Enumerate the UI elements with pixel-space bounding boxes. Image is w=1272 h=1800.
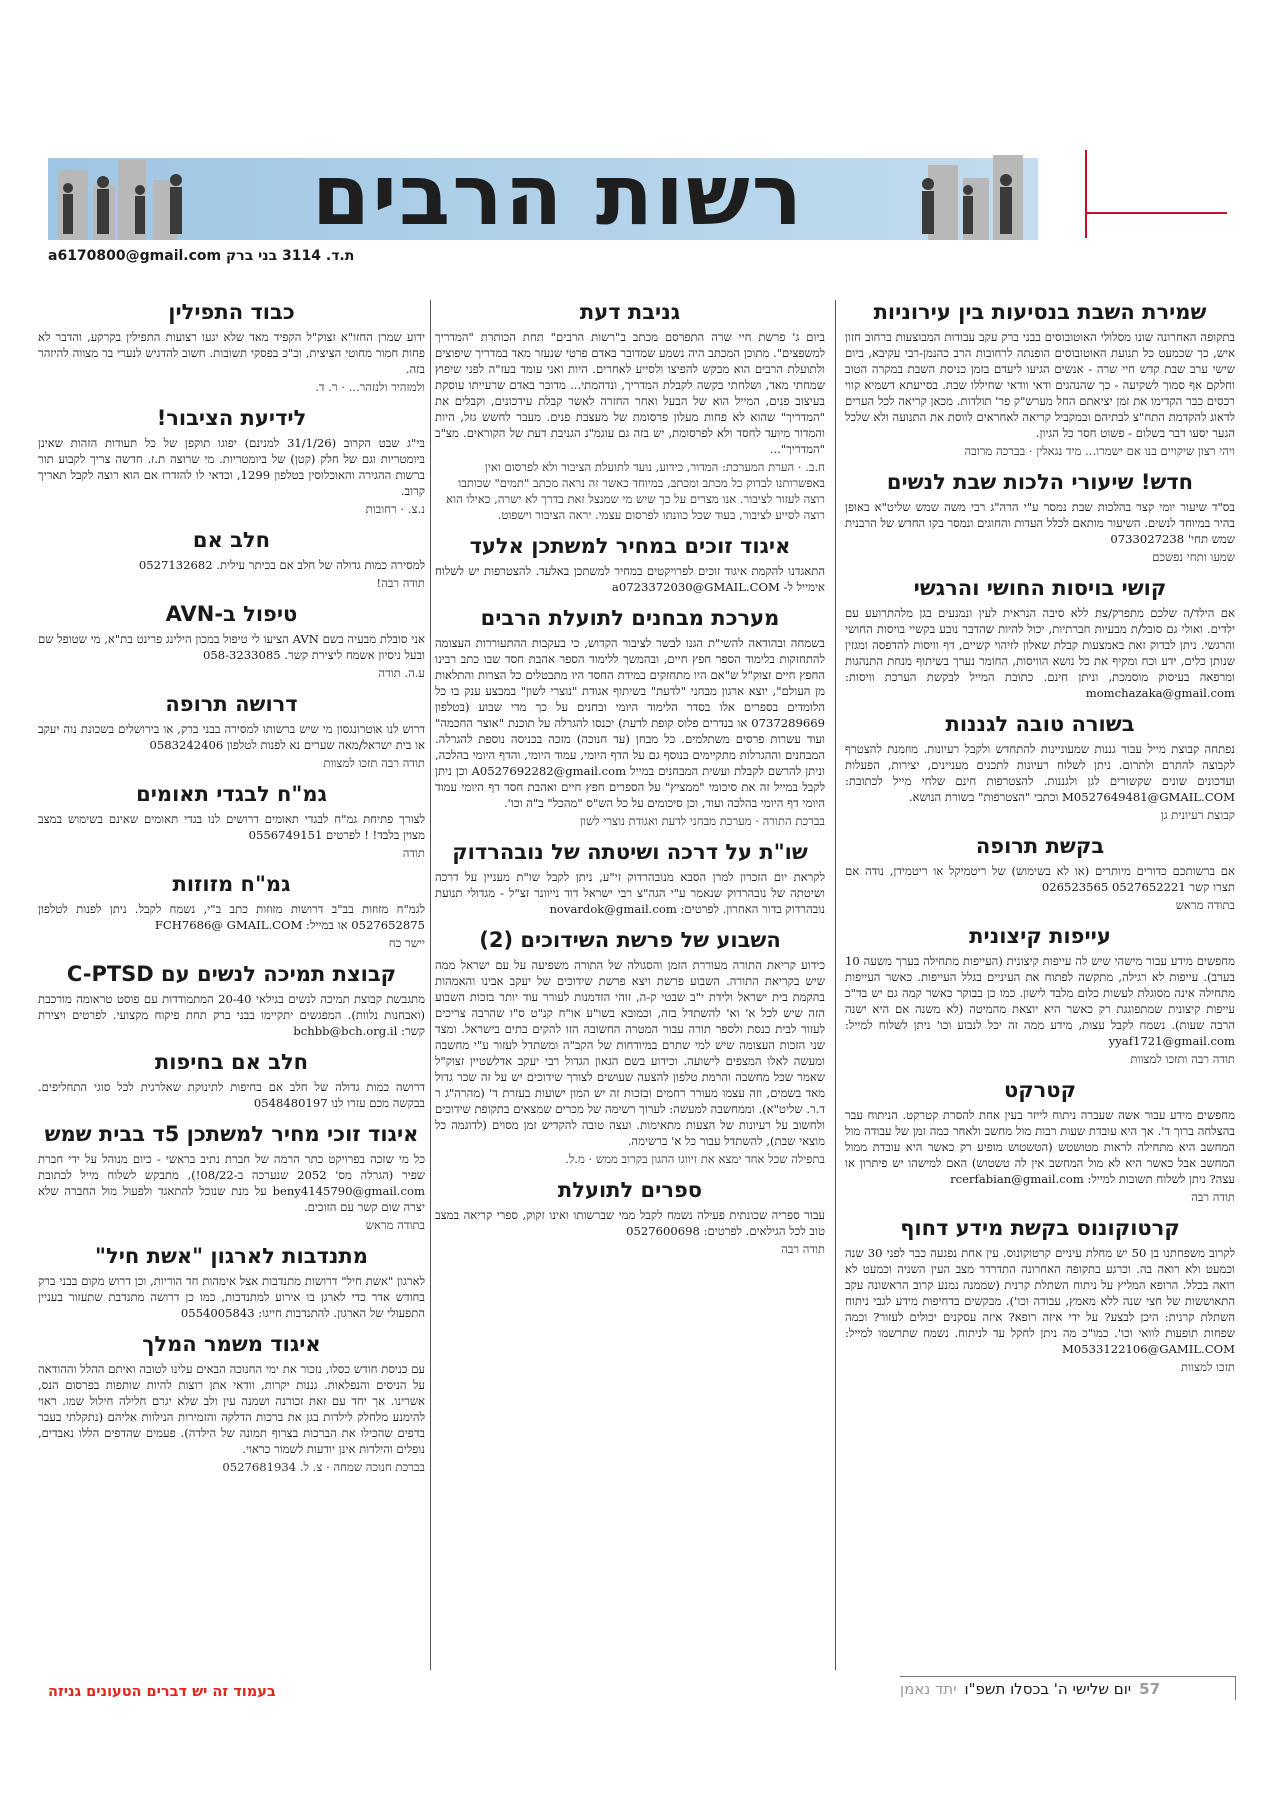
notice-title: בשורה טובה לגננות bbox=[945, 712, 1135, 736]
newspaper-brand: יתד נאמן bbox=[900, 1679, 957, 1698]
notice-body: לגמ"ח מזוזות בב"ב דרושות מזוזות כתב ב"י, נשמח לקבל. ניתן לפנות לטלפון 0527652875 או במייל: FCH7686@ GMAIL.COM bbox=[38, 902, 425, 932]
notice-title: עייפות קיצונית bbox=[969, 924, 1111, 948]
notice-item bbox=[435, 300, 825, 523]
notice-title: בקשת תרופה bbox=[975, 834, 1105, 858]
masthead-red-rule bbox=[1085, 150, 1087, 238]
notice-signature: בברכת התורה · מערכת מבחני לדעת ואגודת נוצרי לשון bbox=[580, 814, 825, 828]
contact-line: a6170800@gmail.com ת.ד. 3114 בני ברק bbox=[48, 248, 355, 264]
notice-body: עם כניסת חודש כסלו, נזכור את ימי החנוכה הבאים עלינו לטובה ואיתם ההלל וההודאה על הניסים והנפלאות. גננות יקרות, וודאי אתן רוצות להיות שותפות בפרסום הנס, אשרינו. אך יחד עם זאת זכורנה ושמנה עין ולב שלא יגרם חלילה חילול שמו. ראוי להימנע מלחלק לילדות בגן את ברכות הדלקה והזמירות הנילוות אליהם (נתקלתי בעבר בדפים שהכילו את הברכות בצרוף תמונה של הילדה). פעמים שהדפים הללו נאבדים, נופלים והילדות אינן יודעות לשמור כראוי. bbox=[38, 1362, 425, 1456]
notice-title: איגוד זוכי מחיר למשתכן 5ד בבית שמש bbox=[44, 1122, 419, 1146]
notice-signature: ולמזהיר ולנזהר... · ר. ד. bbox=[315, 380, 425, 394]
notice-title: לידיעת הציבור! bbox=[156, 406, 307, 430]
column-right bbox=[845, 300, 1235, 1700]
notice-body: לארגון "אשת חיל" דרושות מתנדבות אצל אימהות חד הוריות, וכן דרוש מקום בבני ברק בחודש אדר כדי לארגן בו אירוע למתנדבות, כמו כן דרושה מתנדבת שתעזור בעניין התפעולי של הארגון. להתנדבות חייגו: 0554005843 bbox=[38, 1274, 425, 1320]
notice-item bbox=[38, 692, 425, 771]
notice-title: ספרים לתועלת bbox=[557, 1178, 703, 1202]
notice-item bbox=[38, 602, 425, 681]
notice-item bbox=[845, 712, 1235, 823]
notice-item bbox=[435, 1178, 825, 1257]
notice-title: קבוצת תמיכה לנשים עם C-PTSD bbox=[66, 962, 397, 986]
notice-signature: ח.ב. · הערת המערכת: המדור, כידוע, נועד לתועלת הציבור ולא לפרסום ואין באפשרותנו לבדוק כל מכתב ומכתב, במיוחד כאשר זה נראה מכתב "תמים" שכותבו רוצה לעזור לציבור. אנו מצרים על כך שיש מי שמנצל זאת בדרך לא ישרה, כאילו הוא רוצה לסייע לציבור, בעוד שכל כוונתו לפרסום עצמי. יראה הציבור וישפוט. bbox=[446, 460, 825, 522]
notice-signature: יישר כח bbox=[388, 936, 425, 950]
notice-title: מערכת מבחנים לתועלת הרבים bbox=[480, 606, 780, 630]
notice-title: איגוד זוכים במחיר למשתכן אלעד bbox=[469, 534, 791, 558]
notice-item bbox=[38, 872, 425, 951]
notice-item bbox=[435, 606, 825, 829]
notice-body: התאגדנו להקמת איגוד זוכים לפרויקטים במחיר למשתכן באלעד. להצטרפות יש לשלוח אימייל ל- a0723372030@GMAIL.COM bbox=[435, 564, 825, 594]
notice-item bbox=[435, 534, 825, 595]
notice-title: דרושה תרופה bbox=[165, 692, 298, 716]
notice-item bbox=[845, 924, 1235, 1067]
issue-date: יום שלישי ה' בכסלו תשפ"ו bbox=[964, 1679, 1132, 1698]
notice-item bbox=[845, 1216, 1235, 1375]
notice-item bbox=[38, 782, 425, 861]
notice-body: מתגבשת קבוצת תמיכה לנשים בגילאי 20-40 המתמודדות עם פוסט טראומה מורכבת (ואבחנות נלוות). המפגשים יתקיימו בבני ברק תחת פיקוח מקצועי. לפרטים ויצירת קשר: bchbb@bch.org.il bbox=[38, 992, 425, 1038]
notice-body: דרושה כמות גדולה של חלב אם בחיפות לתינוקת שאלרגית לכל סוגי התחליפים. בבקשה מכם עזרו לנו 0548480197 bbox=[38, 1080, 425, 1110]
notice-signature: בתפילה שכל אחד ימצא את זיווגו ההגון בקרוב ממש · מ.ל. bbox=[565, 1152, 825, 1166]
notice-body: לקרוב משפחתנו בן 50 יש מחלת עיניים קרטוקונוס. עין אחת נפגעה כבר לפני 30 שנה וכמעט ולא רואה בה. וכרגע בתקופה האחרונה התדרדר מצב העין השניה וכמעט לא רואה בכלל. הרופא המליץ על ניתוח השתלת קרנית (שממנה נמנע קרוב הראשונה עקב התאוששות של חצי שנה ללא מאמץ, עבודה וכו'). מבקשים בדחיפות מידע לגבי ניתוח השתלת קרנית: היכן לבצע? על ידי איזה רופא? איזה עסקנים יכולים לעזור? וכמה שפחות תופעות לוואי וכו'. כמו"כ מה ניתן לחקל עד לניתוח. נשמח שתרשמו למייל: M0533122106@GAMIL.COM bbox=[845, 1246, 1235, 1356]
notice-title: מתנדבות לארגון "אשת חיל" bbox=[95, 1244, 368, 1268]
notice-signature: בתודה מראש bbox=[1175, 898, 1235, 912]
notice-item bbox=[38, 1050, 425, 1111]
notice-body: בס"ד שיעור יומי קצר בהלכות שבת נמסר ע"י הרה"ג רבי משה שמש שליט"א באופן בהיר במיוחד לנשים. השיעור מותאם לכלל העדות והחוגים ונמסר בקו החדש של הרבנית שמש תחי' 0733027238 bbox=[845, 500, 1235, 546]
notice-signature: תודה bbox=[402, 846, 425, 860]
notice-body: ביום ג' פרשת חיי שרה התפרסם מכתב ב"רשות הרבים" תחת הכותרת "המדריך למשפצים". מתוכן המכתב היה נשמע שמדובר באדם פרטי שנעזר מאד במדריך שיפוצים ולתועלת הרבים הוא מבקש להפיצו ולסייע לאחרים. היות ואני עומד בעז"ה לפני שיפוץ שמחתי מאד, ושלחתי בקשה לקבלת המדריך, ונדהמתי... מדובר באדם שרעייתו עוסקת בעיצוב פנים, המייל הוא של הבעל ואחר החזרה לאשר קבלת עידכונים, וקבלים את "המדריך" שהוא לא פחות מעלון פרסומת של מעצבת פנים. מעבר לחשש גזל, היות והמדור מיועד לחסד ולא לפרסומת, יש בזה גם עוגמ"נ הגניבת דעת של הקוראים. מצ"ב "המדריך"... bbox=[435, 330, 825, 456]
notice-body: ידוע שמרן החזו"א זצוק"ל הקפיד מאד שלא יגעו רצועות התפילין בקרקע, והדבר לא פחות חמור מחוטי הציצית, וכ"כ בפסקי תשובות. חשוב להדגיש לנערי בר מצווה להיזהר בזה. bbox=[38, 330, 425, 376]
notice-title: חדש! שיעורי הלכות שבת לנשים bbox=[886, 470, 1194, 494]
column-middle bbox=[435, 300, 825, 1700]
notice-signature: נ.צ. · רחובות bbox=[365, 502, 425, 516]
masthead-title: רשות הרבים bbox=[311, 146, 805, 244]
notice-body: מחפשים מידע עבור מישהי שיש לה עייפות קיצונית (העייפות מתחילה בערך משעה 10 בערב). עייפות לא רגילה, מתקשה לפתוח את העיניים בגלל העייפות. כאשר העייפות מתחילה אינה מסוגלת לעשות כלום מלבד לישון. כמו כן בבוקר כאשר קמה גם יש בד"כ עייפות קיצונית שמתפוגגת רק כאשר היא יוצאת מהמיטה (לא משנה אם היא ישנה הרבה שעות). נשמח לקבל עצות, מידע ממה זה יכל לנבוע וכו' ניתן לשלוח למייל: yyaf1721@gmail.com bbox=[845, 954, 1235, 1048]
notice-title: טיפול ב-AVN bbox=[165, 602, 298, 626]
notice-item bbox=[38, 962, 425, 1039]
notice-title: כבוד התפילין bbox=[168, 300, 295, 324]
notice-body: עבור ספריה שכונתית פעילה נשמח לקבל ממי שברשותו ואינו זקוק, ספרי קריאה במצב טוב לכל הגילאים. לפרטים: 0527600698 bbox=[435, 1208, 825, 1238]
notice-item bbox=[38, 406, 425, 517]
notice-title: קרטוקונוס בקשת מידע דחוף bbox=[900, 1216, 1180, 1240]
notice-body: כידוע קריאת התורה מעוררת הזמן והסגולה של התורה משפיעה על עם ישראל ממה שיש בקריאת התורה. השבוע פרשת ויצא פרשת שידוכים של יעקב אבינו והאמהות בהקמת בית ישראל ולידת י"ב שבטי ק-ה, זוהי הזדמנות לעורר עוד יותר בזכות השבוע הזה שיש לכל א' וא' להשתדל בזה, וכמובא בשו"ע או"ח קנ"ט ס"ו שהרבה צריכים לעזור לבית כנסת ולספר תורה עבור המטרה החשובה הזו להקים בתים בישראל. ומצד שני הזכות העצומה שיש למי שתרם במיודחות של הקב"ה ומשתדל לעזור ע"י מחשבה ומעשה לאלו המצפים לישועה. וכידוע בשם הגאון הגדול רבי יעקב אדלשטיין זצוק"ל שאמר שכל מחשבה והרמת טלפון להצעה שעושים לצורך שידוכים יש על זה שכר גדול מאד בשמים, וזה עצמו מעורר רחמים ובזכות זה יש המון ישועות בעזרת ד' (מהרה"ג ר ד.ר. שליט"א). וממחשבה למעשה: לערוך רשימה של מכרים שמצאים בתקופת שידוכים ולחשוב על רעיונות של הצעות מתאימות. ועצה טובה להקדיש זמן מסוים (לדוגמה כל מוצאי שבת), להשתדל עבור כל א' ברשימה. bbox=[435, 958, 825, 1148]
notice-title: חלב אם bbox=[192, 528, 271, 552]
notice-signature: שמעו ותחי נפשכם bbox=[1152, 550, 1235, 564]
notice-signature: בברכת חנוכה שמחה · צ. ל. 0527681934 bbox=[222, 1460, 425, 1474]
notice-title: השבוע של פרשת השידוכים (2) bbox=[479, 928, 781, 952]
notice-title: שו"ת על דרכה ושיטתה של נובהרדוק bbox=[452, 840, 808, 864]
notice-body: כל מי שזכה בפרויקט כתר הרמה של חברת נתיב בראשי - כיום מנוהל על ידי חברת שפיר (הגרלה מס' 2052 שנערכה ב-08/22!), מתבקש לשלוח מייל לכתובת beny4145790@gmail.com על מנת שנוכל להתאגד ולפעול מול החברה שלא יצרה שום קשר עם הזוכים. bbox=[38, 1152, 425, 1214]
notice-item bbox=[38, 1244, 425, 1321]
notice-item bbox=[38, 1332, 425, 1475]
notice-item bbox=[435, 840, 825, 917]
notice-signature: תודה רבה bbox=[1191, 1190, 1235, 1204]
notice-signature: קבוצת רעיונית גן bbox=[1160, 808, 1235, 822]
notice-item bbox=[38, 300, 425, 395]
notice-title: קושי בויסות החושי והרגשי bbox=[913, 576, 1167, 600]
notice-item bbox=[38, 1122, 425, 1233]
notice-body: לקראת יום הזכרון למרן הסבא מנובהרדוק זי"ע, ניתן לקבל שו"ת מעניין על דרכה ושיטתה של נובהרדוק שנאמר ע"י הגה"צ רבי ישראל דוד נייוונר זצ"ל - מגדולי תנועת נובהרדוק בדור האחרון. לפרטים: novardok@gmail.com bbox=[435, 870, 825, 916]
masthead bbox=[48, 146, 1038, 244]
page-number: 57 bbox=[1139, 1679, 1161, 1698]
notice-body: נפתחה קבוצת מייל עבור גננות שמעוניינות להתחדש ולקבל רעיונות. מוזמנת להצטרף לקבוצה להתרם ולתרום. ניתן לשלוח רעיונות לתכנים מעניינים, יצירות, הפעלות ועדכונים שונים שקשורים לגן ולגננות. להצטרפות חינם שלחי מייל לכתובת: M0527649481@GMAIL.COM וכתבי "הצטרפות" בשורת הנושא. bbox=[845, 742, 1235, 804]
notice-body: בתקופה האחרונה שונו מסלולי האוטובוסים בבני ברק עקב עבודות המבוצעות ברחוב חזון איש, כך שכמעט כל תנועת האוטובוסים הופנתה לרחובות הרב כהנמן-רבי עקיבא, ביום שישי ערב שבת קדש חיי שרה - אנשים הגיעו ליעדם בזמן כניסת השבת במקרה הטוב וחלקם אף סמוך לשקיעה - כך שהנהגים ודאי וודאי שחיללו שבת. בסייעתא דשמיא קווי רכסים כבר הקדימו את זמן יציאתם החל מערש"ק פר' תולדות. מכאן קריאה לכל הערים לדאוג להקדמת התח"צ לבתיהם ובמקביל קריאה לאחראים לווסת את התנועה ולא שלכל הגער יסעו דבר בשלום - פשוט חסר כל הגיון. bbox=[845, 330, 1235, 440]
notice-body: דרוש לנו אוטרונגסון מי שיש ברשותו למסירה בבני ברק, או בירושלים בשכונת נוה יעקב או בית ישראל/מאה שערים נא לפנות לטלפון 0583242406 bbox=[38, 722, 425, 752]
notice-item bbox=[38, 528, 425, 591]
notice-signature: בתודה מראש bbox=[365, 1218, 425, 1232]
notice-title: שמירת השבת בנסיעות בין עירוניות bbox=[873, 300, 1207, 324]
masthead-red-rule-horizontal bbox=[1087, 212, 1227, 214]
notice-body: למסירה כמות גדולה של חלב אם בכיתר עילית. 0527132682 bbox=[138, 558, 425, 572]
notice-body: לצורך פתיחת גמ"ח לבגדי תאומים דרושים לנו בגדי תאומים שאינם בשימוש במצב מצוין בלבד! ! לפרטים 0556749151 bbox=[38, 812, 425, 842]
notice-body: בשמחה ובהודאה להשי"ת הגנו לבשר לציבור הקדוש, כי בעקבות ההתעוררות העצומה להתחזקות בלימוד הספר חפץ חיים, ובהמשך ללימוד הספר אהבת חסד שבו כתב רבינו החפץ חיים זצוק"ל ש"אם היו מתחזקים במידת החסד היו מתבטלים כל הצרות והתלאות מן העולם", יוצא ארגון מבחני "לדעת" בשיתוף אגודת "נוצרי לשון" במבצע ענק בו כל הלומדים בספרים אלו בסדר הלימוד היומי ובחנים על כך מדי שבוע (בטלפון 0737289669 או בנדרים פלוס קופת לדעת) יכנסו להגרלה על תוכנת "אוצר החכמה" ועוד עשרות פרסים משתלמים. כל מבחן (עד חנוכה) מזכה בכניסה נוספת להגרלה. המבחנים וההגרלות מתקיימים בנוסף גם על הדף היומי, עמוד היומי, והדף היומי בהלכה, וניתן להרשם לקבלת ועשית המבחנים במייל A0527692282@gmail.com וכן ניתן לקבל במייל זה את סיכומי "ממציץ" על הספרים חפץ חיים ואהבת חסד דף היומי עמוד היומי דף היומי בהלכה ועוד, וכן סיכומים על כל הש"ס "מהכל" ב"ה וכו'. bbox=[435, 636, 825, 810]
column-divider-left bbox=[430, 300, 431, 1670]
notice-signature: תזכו למצוות bbox=[1181, 1360, 1235, 1374]
notice-item bbox=[845, 576, 1235, 701]
notice-title: גניבת דעת bbox=[579, 300, 681, 324]
notice-signature: ע.ה. תודה bbox=[378, 666, 425, 680]
notice-body: אם הילד/ה שלכם מתפרק/צת ללא סיבה הנראית לעין ונמנעים בגן מלהתרועע עם ילדים. ואולי גם סובל/ת מבעיות חברתיות, יכול להיות שהדבר נובע בקשיי בויסות החושי והרגשי. ניתן לבדוק זאת באמצעות קבלת שאלון לזיהוי קשיים, דף וויסות להדפסה ומגזין שנותן כלים, ידע וכח ומקיף את כל נושא הוויסות, החומר נערך בשיתוף מנחת התנהגות ומרפאה בעיסוק מוסמכת, וניתן חינם. כתובת המייל לבקשת הערכת וויסות: momchazaka@gmail.com bbox=[845, 606, 1235, 700]
notice-item bbox=[845, 834, 1235, 913]
column-divider-right bbox=[835, 300, 836, 1670]
column-left bbox=[38, 300, 425, 1700]
notice-body: מחפשים מידע עבור אשה שעברה ניתוח לייזר בעין אחת להסרת קטרקט. הניתוח עבר בהצלחה ברוך ד'. אך היא עובדת שעות רבות מול מחשב ולאחר כמה זמן של עבודה מול המחשב היא מתחילה לראות מטושטש (הטשטוש מופיע רק כאשר היא עובדת ממול המחשב אבל כאשר היא לא מול המחשב אין לה טשטוש) האם למישהו יש פיתרון או עצה? ניתן לשלוח תשובות למייל: rcerfabian@gmail.com bbox=[845, 1108, 1235, 1186]
notice-body: בי"ג שבט הקרוב (31/1/26 למנינם) יפוגו תוקפן של כל תעודות הזהות שאינן ביומטריות וגם של חלק (קטן) של ביומטריות. מי שרוצה ת.ז. חדשה צריך לקבוע תור ברשות ההגירה והאוכלוסין בטלפון 1299, וכדאי לו להזדרז אם הוא רוצה לקבל תאריך קרוב. bbox=[38, 436, 425, 498]
notice-signature: תודה רבה bbox=[781, 1242, 825, 1256]
notice-title: חלב אם בחיפות bbox=[154, 1050, 309, 1074]
notice-body: אם ברשותכם כדורים מיותרים (או לא בשימוש) של ריטמיקל או ריטמידן, נודה אם תצרו קשר 0527652221 026523565 bbox=[845, 864, 1235, 894]
notice-title: איגוד משמר המלך bbox=[142, 1332, 321, 1356]
notice-item bbox=[845, 300, 1235, 459]
notice-signature: ויהי רצון שיקויים בנו אם ישמרו... מיד נגאלין · בברכה מרובה bbox=[964, 444, 1235, 458]
notice-signature: תודה רבה! bbox=[376, 576, 425, 590]
notice-title: גמ"ח מזוזות bbox=[172, 872, 291, 896]
footer-page-strip bbox=[900, 1676, 1236, 1700]
notice-item bbox=[845, 1078, 1235, 1205]
footer-geniza-notice: בעמוד זה יש דברים הטעונים גניזה bbox=[48, 1684, 276, 1700]
notice-signature: תודה רבה תזכו למצוות bbox=[323, 756, 425, 770]
notice-body: אני סובלת מבעיה בשם AVN הציעו לי טיפול במכון הילינג פרינט בת"א, מי שטופל שם ובעל ניסיון אשמח ליצירת קשר. 058-3233085 bbox=[38, 632, 425, 662]
notice-title: גמ"ח לבגדי תאומים bbox=[136, 782, 327, 806]
notice-signature: תודה רבה ותזכו למצוות bbox=[1130, 1052, 1235, 1066]
notice-title: קטרקט bbox=[1003, 1078, 1077, 1102]
notice-item bbox=[845, 470, 1235, 565]
notice-item bbox=[435, 928, 825, 1167]
